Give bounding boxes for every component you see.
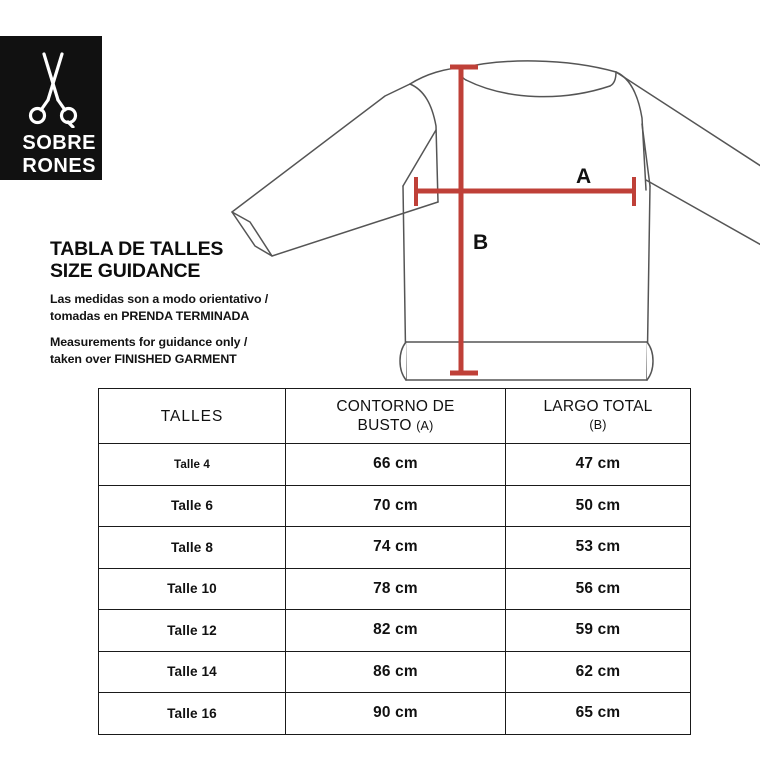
page-title-es: TABLA DE TALLES	[50, 238, 224, 260]
header-bust-line2: BUSTO (A)	[357, 416, 434, 434]
measure-label-b: B	[473, 231, 489, 254]
table-row	[99, 568, 691, 610]
cell-length: 62 cm	[506, 651, 691, 693]
size-guidance-table	[98, 388, 691, 735]
cell-size: Talle 8	[99, 527, 286, 569]
note-en-line2: taken over FINISHED GARMENT	[50, 351, 237, 366]
cell-size: Talle 10	[99, 568, 286, 610]
measure-label-a: A	[576, 165, 592, 188]
note-en-line1: Measurements for guidance only /	[50, 335, 248, 349]
header-cell-bust	[286, 389, 506, 444]
cell-bust: 70 cm	[286, 485, 506, 527]
cell-length: 56 cm	[506, 568, 691, 610]
note-es-line1: Las medidas son a modo orientativo /	[50, 292, 269, 306]
header-cell-length	[506, 389, 691, 444]
cell-bust: 66 cm	[286, 444, 506, 486]
cell-length: 53 cm	[506, 527, 691, 569]
cell-size: Talle 12	[99, 610, 286, 652]
header-bust-line1: CONTORNO DE	[336, 397, 455, 415]
brand-name-line1: SOBRE	[22, 132, 96, 154]
header-length-marker: (B)	[589, 418, 607, 432]
cell-length: 50 cm	[506, 485, 691, 527]
table-body	[99, 389, 691, 735]
cell-size: Talle 4	[99, 444, 286, 486]
cell-size: Talle 6	[99, 485, 286, 527]
header-bust-marker: (A)	[416, 418, 434, 433]
brand-name-line2: RONES	[22, 155, 96, 177]
table-row	[99, 527, 691, 569]
cell-size: Talle 14	[99, 651, 286, 693]
cell-bust: 74 cm	[286, 527, 506, 569]
cell-length: 59 cm	[506, 610, 691, 652]
table-header-row	[99, 389, 691, 444]
table-row	[99, 610, 691, 652]
cell-size: Talle 16	[99, 693, 286, 735]
header-sizes-label: TALLES	[160, 407, 224, 425]
header-length-line1: LARGO TOTAL	[543, 398, 653, 415]
note-es-line2: tomadas en PRENDA TERMINADA	[50, 308, 250, 323]
page-title-en: SIZE GUIDANCE	[50, 260, 201, 282]
cell-bust: 86 cm	[286, 651, 506, 693]
cell-length: 65 cm	[506, 693, 691, 735]
table-row	[99, 485, 691, 527]
table-row	[99, 651, 691, 693]
header-cell-sizes	[99, 389, 286, 444]
table-row	[99, 693, 691, 735]
cell-bust: 90 cm	[286, 693, 506, 735]
cell-bust: 78 cm	[286, 568, 506, 610]
cell-length: 47 cm	[506, 444, 691, 486]
cell-bust: 82 cm	[286, 610, 506, 652]
table-row	[99, 444, 691, 486]
